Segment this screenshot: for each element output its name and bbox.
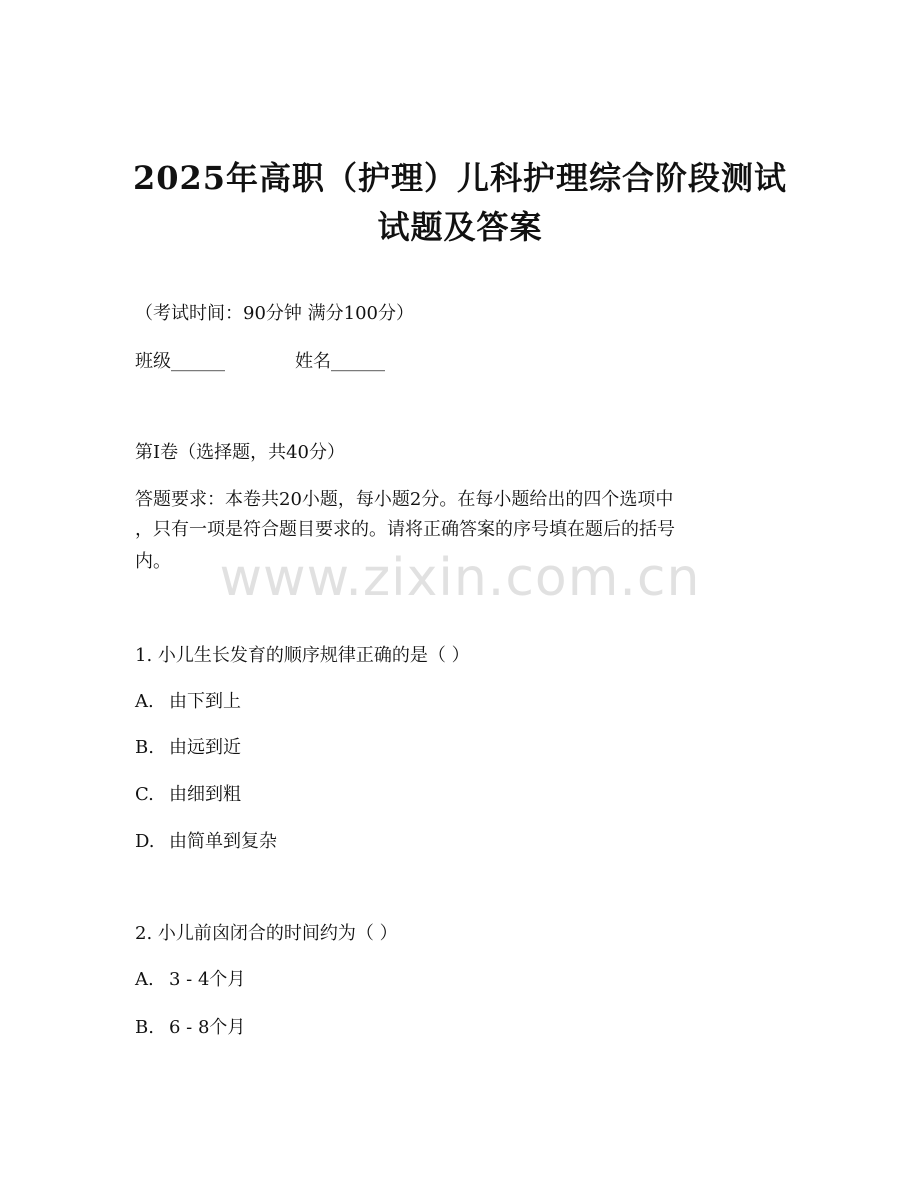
- question-1-option-b: [135, 736, 241, 760]
- option-label: A.: [135, 691, 154, 712]
- option-label: D.: [135, 831, 155, 852]
- option-text: 6 - 8个月: [169, 1017, 246, 1038]
- question-2-option-b: [135, 1016, 245, 1040]
- instructions-line-1: 答题要求：本卷共20小题，每小题2分。在每小题给出的四个选项中: [135, 489, 674, 510]
- question-1-option-c: [135, 783, 241, 807]
- section-title: 第I卷（选择题，共40分）: [135, 442, 346, 463]
- option-label: A.: [135, 969, 154, 990]
- option-label: C.: [135, 784, 154, 805]
- option-label: B.: [135, 1017, 154, 1038]
- option-text: 由下到上: [169, 691, 241, 712]
- option-text: 3 - 4个月: [169, 969, 246, 990]
- option-label: B.: [135, 737, 154, 758]
- class-field-label: 班级______: [135, 351, 225, 372]
- question-1-option-d: [135, 830, 277, 854]
- option-text: 由细到粗: [169, 784, 241, 805]
- document-title-line-2: 试题及答案: [377, 208, 543, 246]
- question-2-stem: 2. 小儿前囟闭合的时间约为（ ）: [135, 923, 398, 944]
- question-2-option-a: [135, 968, 245, 992]
- exam-info: （考试时间：90分钟 满分100分）: [135, 303, 414, 324]
- instructions-line-2: ，只有一项是符合题目要求的。请将正确答案的序号填在题后的括号: [135, 519, 675, 540]
- document-title-line-1: 2025年高职（护理）儿科护理综合阶段测试: [132, 159, 788, 197]
- name-field-label: 姓名______: [295, 351, 385, 372]
- question-1-option-a: [135, 690, 241, 714]
- watermark: www.zixin.com.cn: [219, 548, 701, 608]
- question-1-stem: 1. 小儿生长发育的顺序规律正确的是（ ）: [135, 645, 470, 666]
- option-text: 由简单到复杂: [169, 831, 277, 852]
- option-text: 由远到近: [169, 737, 241, 758]
- instructions-line-3: 内。: [135, 551, 171, 572]
